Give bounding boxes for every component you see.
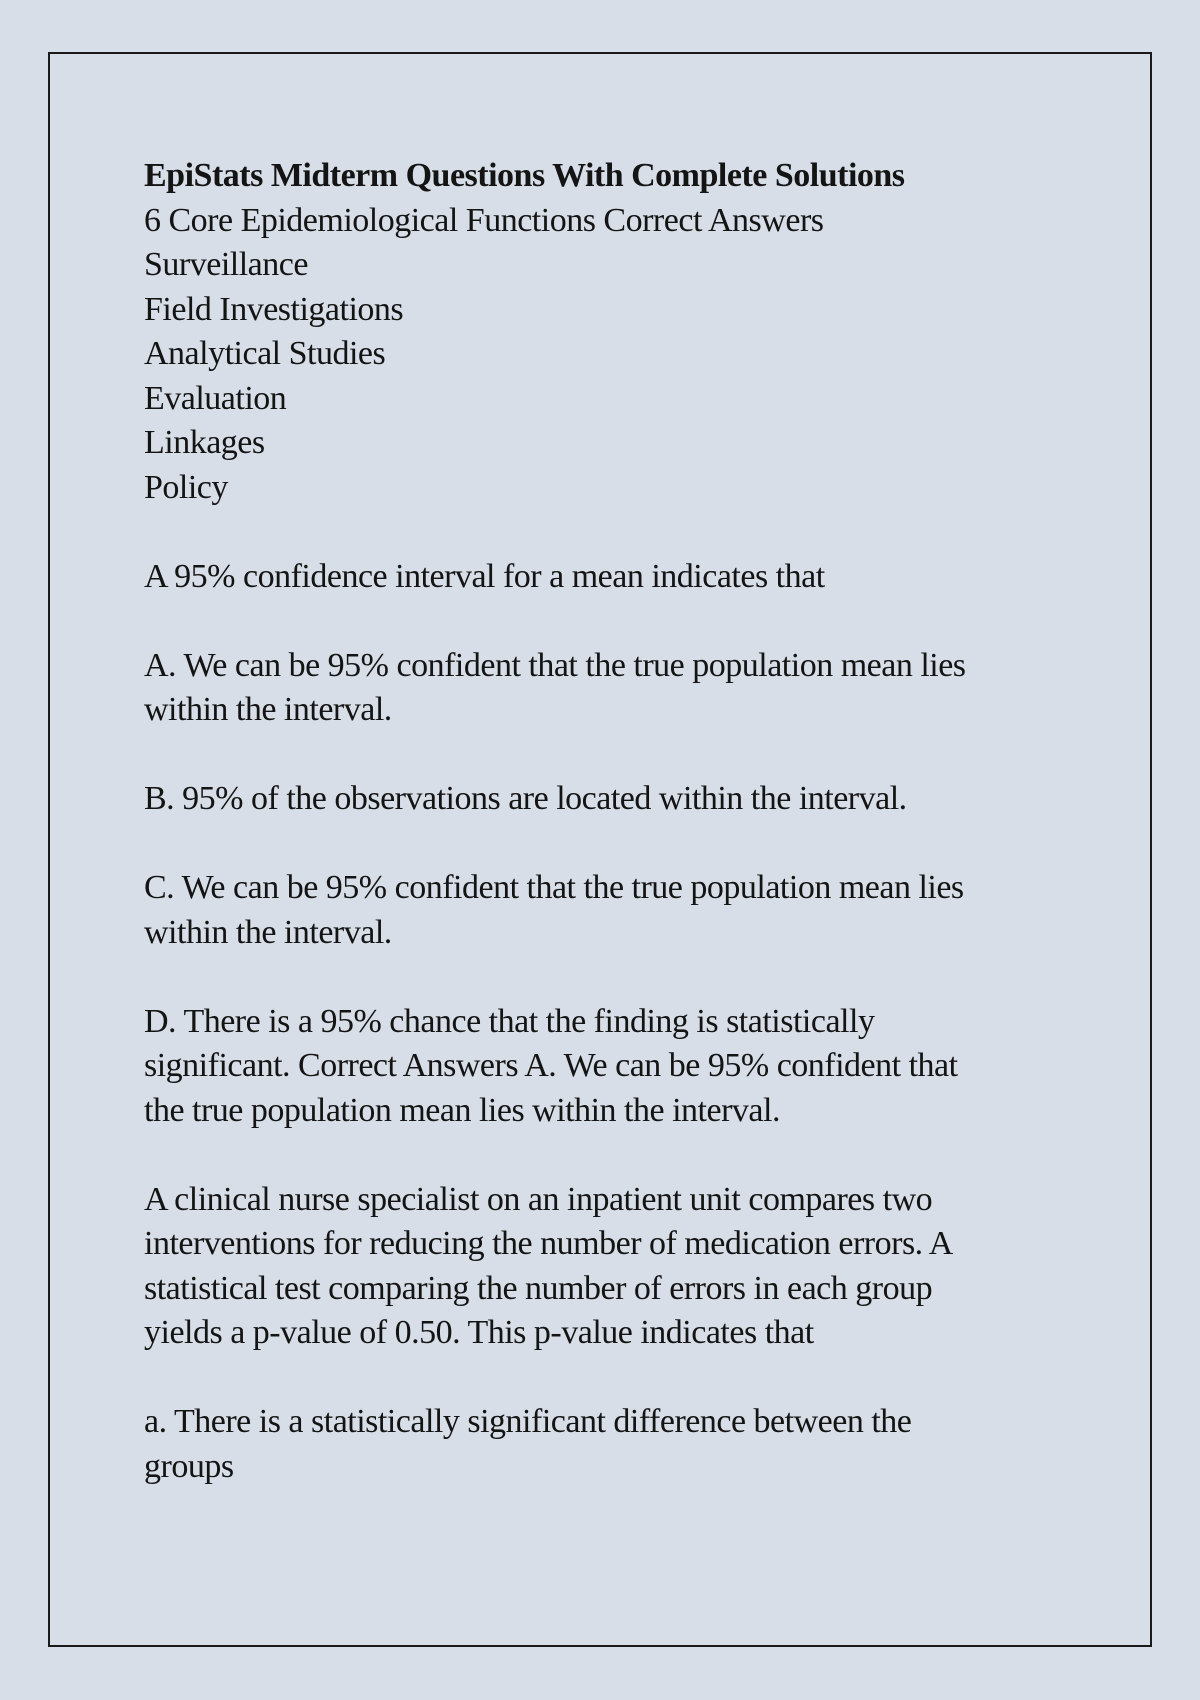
question-stem-line: A clinical nurse specialist on an inpatient unit compares two bbox=[144, 1180, 933, 1218]
option-a bbox=[144, 644, 1104, 733]
option-line: C. We can be 95% confident that the true population mean lies bbox=[144, 869, 964, 906]
option-line: a. There is a statistically significant difference between the bbox=[144, 1403, 912, 1440]
option-b bbox=[144, 777, 1104, 822]
question-stem bbox=[144, 555, 1104, 600]
option-line: groups bbox=[144, 1447, 234, 1485]
question-heading: 6 Core Epidemiological Functions Correct Answers bbox=[144, 201, 824, 239]
question-stem-line: A 95% confidence interval for a mean indicates that bbox=[144, 557, 825, 595]
list-item: Field Investigations bbox=[144, 290, 404, 328]
option-a-pvalue bbox=[144, 1400, 1104, 1489]
question-stem-line: statistical test comparing the number of errors in each group bbox=[144, 1269, 933, 1307]
option-line: the true population mean lies within the interval. bbox=[144, 1091, 780, 1129]
document-title: EpiStats Midterm Questions With Complete Solutions bbox=[144, 157, 905, 194]
document-page bbox=[48, 52, 1152, 1647]
option-line: within the interval. bbox=[144, 913, 392, 951]
option-line: within the interval. bbox=[144, 691, 392, 728]
document-content bbox=[144, 154, 1104, 1534]
option-line: D. There is a 95% chance that the finding is statistically bbox=[144, 1002, 875, 1040]
list-item: Surveillance bbox=[144, 246, 308, 283]
option-c bbox=[144, 866, 1104, 955]
question-stem-line: interventions for reducing the number of medication errors. A bbox=[144, 1225, 953, 1262]
list-item: Linkages bbox=[144, 424, 265, 461]
list-item: Evaluation bbox=[144, 379, 287, 417]
question-pvalue-stem bbox=[144, 1178, 1104, 1356]
option-line: significant. Correct Answers A. We can be 95% confident that bbox=[144, 1047, 958, 1084]
list-item: Analytical Studies bbox=[144, 335, 386, 372]
option-line: A. We can be 95% confident that the true population mean lies bbox=[144, 646, 966, 684]
option-d-with-answer bbox=[144, 1000, 1104, 1134]
question-core-functions bbox=[144, 199, 1104, 511]
option-line: B. 95% of the observations are located within the interval. bbox=[144, 780, 907, 817]
question-stem-line: yields a p-value of 0.50. This p-value indicates that bbox=[144, 1314, 814, 1351]
list-item: Policy bbox=[144, 468, 228, 506]
